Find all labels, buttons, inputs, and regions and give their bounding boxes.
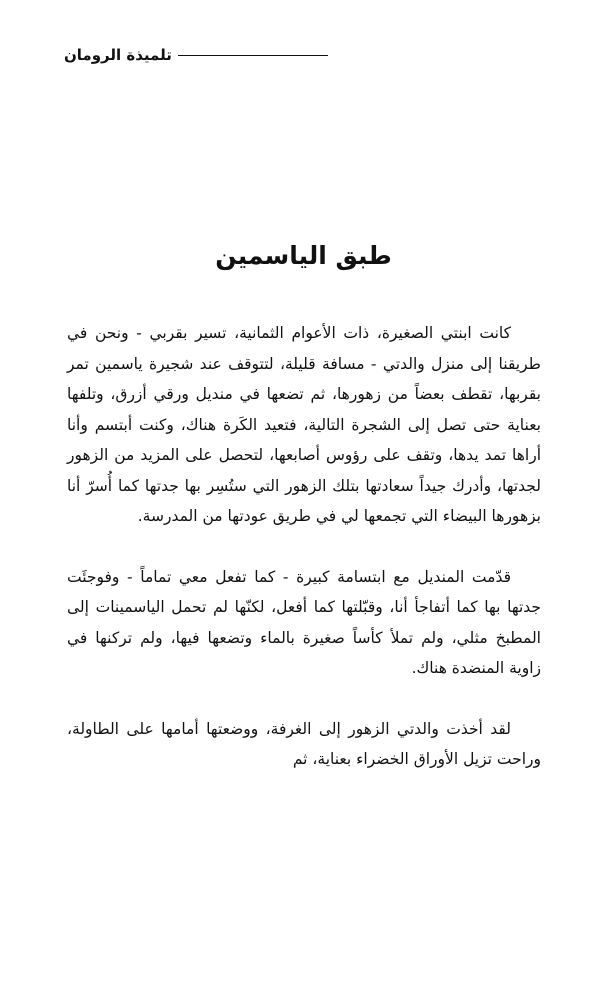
paragraph: قدّمت المنديل مع ابتسامة كبيرة - كما تفعل معي تماماً - وفوجئَت جدتها بها كما أتفاجأ أنا، وقبّلتها كما أفعل، لكنّها لم تحمل الياسمينات إلى المطبخ مثلي، ولم تملأ كأساً صغيرة بالماء وتضعها فيها، ولم تركنها في زاوية المنضدة هناك.: [67, 567, 541, 677]
header-rule: [178, 55, 328, 56]
body-text: [67, 318, 541, 775]
paragraph: لقد أخذت والدتي الزهور إلى الغرفة، ووضعتها أمامها على الطاولة، وراحت تزيل الأوراق الخضراء بعناية، ثم: [67, 719, 541, 768]
book-title-header: تلميذة الرومان: [64, 46, 172, 64]
paragraph: كانت ابنتي الصغيرة، ذات الأعوام الثمانية، تسير بقربي - ونحن في طريقنا إلى منزل والدتي - مسافة قليلة، لتتوقف عند شجيرة ياسمين تمر بقربها، تقطف بعضاً من زهورها، ثم تضعها في منديل ورقي أزرق، وتلفها بعناية حتى تصل إلى الشجرة التالية، فتعيد الكَرة هناك، وكنت أبتسم وأنا أراها تمد يدها، وتقف على رؤوس أصابعها، لتحصل على المزيد من الزهور لجدتها، وأدرك جيداً سعادتها بتلك الزهور التي ستُسِر بها جدتها كما أُسرّ أنا بزهورها البيضاء التي تجمعها لي في طريق عودتها من المدرسة.: [67, 324, 541, 525]
running-header: [64, 40, 564, 70]
chapter-title: طبق الياسمين: [215, 241, 392, 270]
